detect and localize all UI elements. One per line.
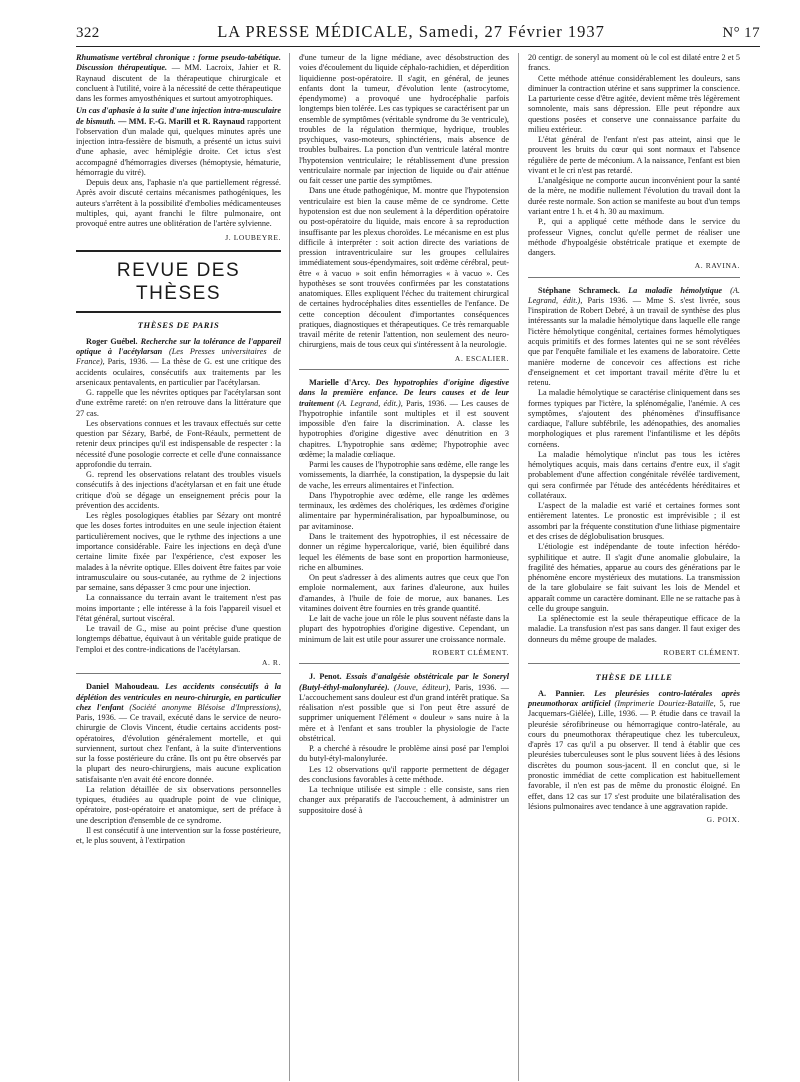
- column-1: [76, 53, 289, 1081]
- paragraph: La relation détaillée de six observations personnelles typiques, étudiées au quadruple point de vue clinique, opératoire, post-opératoire et anatomique, sert de préface à une description d'ensemble de ce syndrome.: [76, 784, 281, 825]
- paragraph: On peut s'adresser à des aliments autres que ceux que l'on emploie normalement, aux farines d'aleurone, aux huiles d'amandes, à l'huile de foie de morue, aux bananes. Les vitamines doivent être fournies en très grande quantité.: [299, 573, 509, 613]
- paragraph: G. rappelle que les névrites optiques par l'acétylarsan sont d'une extrême rareté: on n'en retrouve dans la littérature que 27 cas.: [76, 388, 281, 418]
- paragraph: La connaissance du terrain avant le traitement n'est pas moins importante ; elle intéresse à la fois l'appareil visuel et l'état général, surtout viscéral.: [76, 593, 281, 623]
- paragraph: Dans une étude pathogénique, M. montre que l'hypotension ventriculaire est bien la cause même de ce syndrome. Cette hypotension est due non seulement à la déperdition opératoire ou post-opératoire du liquide, mais encore à sa reproduction insuffisante par les plexus choroïdes. Le mécanisme en est plus difficile à interpréter : soit action directe des variations de pression intraventriculaire sur les groupes cellulaires immédiatement sous-épendymaires, soit œdème cérébral, peut-être « à vacuo » soit enfin hémorragies « à vacuo ». Ces hypothèses se sont trouvées confirmées par les constatations anatomiques. Elles expliquent l'échec du traitement chirurgical de certaines hydrocéphalies dites essentielles de l'enfance. De cette conception découlent d'importantes conséquences pratiques, diagnostiques et thérapeutiques. Ce très remarquable travail mérite de retenir l'attention, non seulement des neuro-chirurgiens, mais de tous ceux qui s'intéressent à la neurologie.: [299, 186, 509, 350]
- thesis-schrameck: Stéphane Schrameck. La maladie hémolytique (A. Legrand, édit.), Paris 1936. — Mme S. s'est livrée, sous l'inspiration de Robert Debré, à un travail de synthèse des plus intéressants sur la maladie hémolytique dans laquelle elle range l'ictère hémolytique congénital, certaines formes hémolytiques acquis primitifs et des formes latentes qui ne se sont révélées que par l'enquête familiale et les examens de laboratoire. Cette manière moderne de concevoir ces affections est riche d'enseignement et cet important travail mérite d'être lu et retenu.: [528, 285, 740, 388]
- paragraph: Le lait de vache joue un rôle le plus souvent néfaste dans la plupart des hypotrophies d'origine digestive. Cependant, un minimum de lait est utile pour assurer une croissance normale.: [299, 614, 509, 644]
- paragraph: Le travail de G., mise au point précise d'une question longtemps débattue, équivaut à un véritable guide pratique de l'emploi et des contre-indications de l'acétylarsan.: [76, 624, 281, 654]
- journal-title: LA PRESSE MÉDICALE, Samedi, 27 Février 1937: [217, 22, 605, 41]
- divider: [528, 277, 740, 278]
- page-number: 322: [76, 25, 100, 41]
- signature: J. LOUBEYRE.: [225, 232, 281, 242]
- issue-number: N° 17: [722, 25, 760, 41]
- paragraph: P., qui a appliqué cette méthode dans le service du professeur Vignes, conclut qu'elle permet de réaliser une méthode d'hypoalgésie obstétricale pratique et exempte de dangers.: [528, 217, 740, 258]
- paragraph: Depuis deux ans, l'aphasie n'a que partiellement régressé. Après avoir discuté certains mécanismes pathogéniques, les auteurs s'arrêtent à la possibilité d'embolies médicamenteuses multiples, qui, ayant franchi le filtre pulmonaire, ont provoqué entre autres une oblitération de l'artère sylvienne.: [76, 178, 281, 229]
- column-3: [518, 53, 740, 1081]
- paragraph: La technique utilisée est simple : elle consiste, sans rien changer aux préparatifs de l'accouchement, à administrer un suppositoire dosé à: [299, 785, 509, 815]
- signature: G. POIX.: [706, 815, 740, 825]
- divider: [528, 663, 740, 664]
- thesis-pannier: A. Pannier. Les pleurésies contro-latérales après pneumothorax artificiel (Imprimerie Douriez-Bataille, 5, rue Jacquemars-Giélée), Lille, 1936. — P. étudie dans ce travail la pleurésie sérofibrineuse ou hémorragique contro-latérale, au cours du pneumothorax thérapeutique chez les tuberculeux, d'après 17 cas qu'il a pu observer. Il tend à établir que ces pleurésies tuberculeuses sont le plus souvent liées à des lésions discrètes du poumon sous-jacent. Il en conclut que, si le pronostic immédiat de cette complication est habituellement favorable, il n'en est pas de même du pronostic éloigné. En effet, dans 12 cas sur 17 s'est produite une bilatéralisation des lésions pulmonaires avec tendance à une aggravation rapide.: [528, 688, 740, 811]
- signature: A. ESCALIER.: [454, 353, 509, 363]
- section-title: REVUE DES THÈSES: [76, 250, 281, 313]
- thesis-mahoudeau: Daniel Mahoudeau. Les accidents consécutifs à la déplétion des ventricules en neuro-chirurgie, en particulier chez l'enfant (Société anonyme Blésoise d'Impressions), Paris, 1936. — Ce travail, exécuté dans le service de neuro-chirurgie de Clovis Vincent, étudie certains accidents post-opératoires, d'évolution généralement mortelle, et qui surviennent, surtout chez l'enfant, à la suite d'interventions sur la fosse postérieure du crâne. Ils ont pu être observés par la plupart des neuro-chirurgiens, mais aucune explication satisfaisante n'en avait été encore donnée.: [76, 682, 281, 784]
- paragraph: P. a cherché à résoudre le problème ainsi posé par l'emploi du butyl-étyl-malonylurée.: [299, 744, 509, 764]
- divider: [76, 673, 281, 674]
- signature: ROBERT CLÉMENT.: [432, 647, 509, 657]
- paragraph: Les 12 observations qu'il rapporte permettent de dégager des conclusions favorables à cette méthode.: [299, 764, 509, 784]
- paragraph: Les règles posologiques établies par Sézary ont montré que les doses fortes introduites en une seule injection étaient particulièrement nocives, que le rythme des injections a une importance considérable. Faire les injections en deçà d'une certaine limite fixée par l'expérience, c'est exposer les malades à la névrite optique. Elles doivent être faites par voie intramusculaire ou sous-cutanée, au rythme de 2 injections par semaine, sans dépasser 3 cmc pour une injection.: [76, 511, 281, 593]
- paragraph: Les observations connues et les travaux effectués sur cette question par Sézary, Barbé, de Font-Réaulx, permettent de retenir deux principes qu'il est indispensable de respecter : la nécessité d'une posologie correcte et celle d'une connaissance approfondie du terrain.: [76, 418, 281, 469]
- paragraph: L'état général de l'enfant n'est pas atteint, ainsi que le prouvent les bruits du cœur qui sont normaux et l'absence régulière de perte de méconium. A la naissance, l'enfant est bien vivant et le cri n'est pas retardé.: [528, 135, 740, 175]
- paragraph: Dans l'hypotrophie avec œdème, elle range les œdèmes terminaux, les œdèmes des cholériques, les œdèmes d'origine alimentaire par hyperminéralisation, par hypoalbuminose, ou par avitaminose.: [299, 490, 509, 531]
- page-header: [76, 22, 760, 47]
- paragraph: L'analgésique ne comporte aucun inconvénient pour la santé de la mère, ne modifie nullement l'évolution du travail dont la durée reste normale. Son action se manifeste au bout d'un temps variant entre 1 h. et 4 h. 30 au maximum.: [528, 176, 740, 216]
- paragraph: Il est consécutif à une intervention sur la fosse postérieure, et, le plus souvent, à l'extirpation: [76, 825, 281, 846]
- article-aphasie: Un cas d'aphasie à la suite d'une injection intra-musculaire de bismuth. — MM. F.-G. Marill et R. Raynaud rapportent l'observation d'un malade qui, quelques minutes après une injection intra-fessière de bismuth, a présenté un ictus suivi d'une aphasie, avec hémiplégie droite. Cet ictus s'est accompagné d'hémorragies diverses (hémoptysie, hématurie, hémorragie du vitré).: [76, 106, 282, 177]
- paragraph: La maladie hémolytique se caractérise cliniquement dans ses formes typiques par l'ictère, la splénomégalie, l'anémie. A ces symptômes, s'ajoutent des phénomènes d'insuffisance cardiaque, l'allure subfébrile, les adénopathies, des anomalies morphologiques et plus rarement l'infantilisme et les dépôts cornéens.: [528, 388, 740, 449]
- paragraph: L'aspect de la maladie est varié et certaines formes sont entièrement latentes. Le pronostic est imprévisible ; il est assombri par la fréquente constitution d'une lithiase pigmentaire et des crises de déglobulisation brusques.: [528, 501, 740, 542]
- paragraph: Parmi les causes de l'hypotrophie sans œdème, elle range les vomissements, la diarrhée, la constipation, la dyspepsie du lait de vache, les erreurs alimentaires et l'infection.: [299, 460, 509, 490]
- thesis-arcy: Marielle d'Arcy. Des hypotrophies d'origine digestive dans la première enfance. De leurs causes et de leur traitement (A. Legrand, édit.), Paris, 1936. — Les causes de l'hypotrophie infantile sont multiples et il est souvent impossible d'en faire la discrimination. A. classe les hypotrophies d'origine digestive avec dénutrition en 3 chapitres. L'hypotrophie sans œdème; l'hypotrophie avec œdème; la maladie cœliaque.: [299, 378, 510, 459]
- subsection-title: THÈSES DE PARIS: [137, 320, 220, 331]
- paragraph: G. reprend les observations relatant des troubles visuels consécutifs à des injections d'acétylarsan et en fait une étude critique d'où se dégage un enseignement précis pour la prévention des accidents.: [76, 470, 281, 510]
- signature: A. R.: [261, 657, 281, 667]
- subsection-title: THÈSE DE LILLE: [595, 672, 673, 683]
- signature: ROBERT CLÉMENT.: [663, 647, 740, 657]
- paragraph: La splénectomie est la seule thérapeutique efficace de la maladie. La transfusion n'est pas sans danger. Il faut exiger des donneurs du même groupe de malades.: [528, 614, 740, 644]
- thesis-guebel: Roger Guébel. Recherche sur la tolérance de l'appareil optique à l'acétylarsan (Les Presses universitaires de France), Paris, 1936. — La thèse de G. est une critique des accidents oculaires, consécutifs aux traitements par les arsenicaux pentavalents, en particulier par l'acétylarsan.: [76, 336, 282, 387]
- paragraph: Dans le traitement des hypotrophies, il est nécessaire de donner un régime hypercalorique, varié, bien équilibré dans lequel les éléments de base sont en proportion harmonieuse, riche en albumines.: [299, 532, 509, 572]
- paragraph: La maladie hémolytique n'inclut pas tous les ictères hémolytiques acquis, mais dans certains d'entre eux, il s'agit probablement d'une affection congénitale révélée tardivement, qui sera confirmée par l'étude des antécédents héréditaires et collatéraux.: [528, 449, 740, 500]
- column-2: [289, 53, 518, 1081]
- paragraph: Cette méthode atténue considérablement les douleurs, sans diminuer la contraction utérine et sans supprimer la conscience. La parturiente cesse d'être agitée, devient même très légèrement somnolente, mais sans dépression. Elle peut répondre aux questions posées et conserve une connaissance parfaite du milieu extérieur.: [528, 73, 740, 134]
- paragraph: d'une tumeur de la ligne médiane, avec désobstruction des voies d'écoulement du liquide céphalo-rachidien, et déperdition liquidienne post-opératoire. Il s'agit, en général, de jeunes enfants dont la tumeur, d'évolution lente (astrocytome, épendymome) a provoqué une hydrocéphalie parfois longtemps bien tolérée. Les cas typiques se caractérisent par un ensemble de symptômes (véritable syndrome du 3e ventricule), troubles de la régulation thermique, hydrique, troubles psychiques, vaso-moteurs, sphinctériens, mais absence de troubles bulbaires. La ponction d'un ventricule latéral montre l'hypotension ventriculaire; le rétablissement d'une pression ventriculaire normale par injection de liquide ou d'air atténue ou fait cesser une partie des symptômes.: [299, 53, 509, 186]
- divider: [299, 663, 509, 664]
- thesis-penot: J. Penot. Essais d'analgésie obstétricale par le Soneryl (Butyl-éthyl-malonylurée). (Jouve, éditeur), Paris, 1936. — L'accouchement sans douleur est d'un grand intérêt pratique. Sa réalisation n'est possible que si l'on peut être assuré de supprimer uniquement l'élément « douleur » sans nuire à la mère et à l'enfant et sans troubler la physiologie de l'acte obstétrical.: [299, 672, 509, 743]
- paragraph: 20 centigr. de soneryl au moment où le col est dilaté entre 2 et 5 francs.: [528, 53, 740, 73]
- paragraph: L'étiologie est indépendante de toute infection hérédo-syphilitique et autre. Il s'agit d'une anomalie globulaire, la fragilité des hématies, apparue au cours des générations par le phénomène encore mystérieux des mutations. La transmission de la tare globulaire se fait suivant les lois de Mendel et apparaît comme un caractère dominant. Elle ne se rattache pas à celle du groupe sanguin.: [528, 542, 740, 613]
- columns: [76, 53, 760, 1081]
- article-rhumatisme: Rhumatisme vertébral chronique : forme pseudo-tabétique. Discussion thérapeutique. — MM. Lacroix, Jahier et R. Raynaud discutent de la thérapeutique chirurgicale et concluent à l'utilité, voire à la nécessité de cette thérapeutique dans les formes amyosthéniques et surtout amyotrophiques.: [76, 53, 282, 104]
- divider: [299, 369, 509, 370]
- signature: A. RAVINA.: [694, 261, 740, 271]
